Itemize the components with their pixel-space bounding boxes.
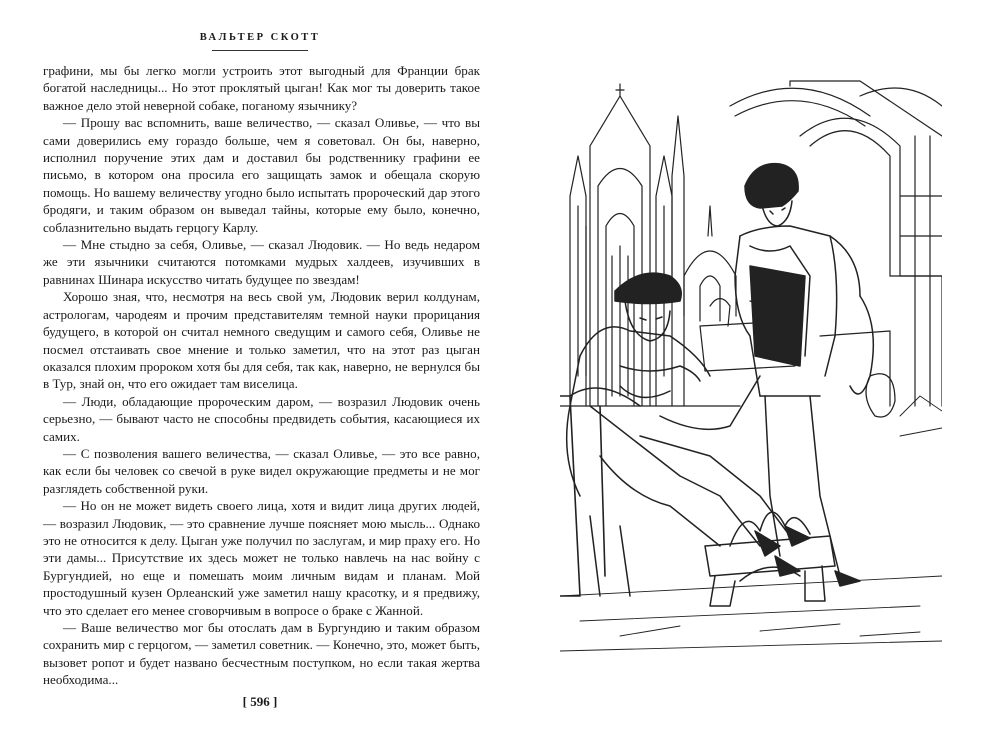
paragraph: Хорошо зная, что, несмотря на весь свой ум, Людовик верил колдунам, астрологам, чародеям и прочим представителям темной науки прорицания будущего, в которой он считал немного сведущим и самого себя, Оливье не посмел отстаивать свое мнение и только заметил, что на этот раз цыган оказался плохим пророком хотя бы для себя, так как, наверно, не вернулся бы в Тур, знай он, что его ожидает там виселица.: [43, 289, 480, 392]
right-page: [560, 76, 942, 662]
chair: [560, 388, 640, 596]
left-page: [40, 22, 480, 728]
brazier: [705, 512, 835, 606]
paragraph: — С позволения вашего величества, — сказал Оливье, — это все равно, как если бы человек со свечой в руке видел окружающие предметы и не мог разглядеть собственной руки.: [43, 445, 480, 496]
mountain-view: [900, 396, 942, 436]
body-text: [43, 62, 480, 689]
page-number: [ 596 ]: [242, 694, 278, 709]
running-head-rule: [212, 50, 308, 51]
gothic-architecture: [560, 84, 740, 406]
floor: [560, 576, 942, 651]
paragraph: — Ваше величество мог бы отослать дам в Бургундию и таким образом сохранить мир с герцогом, — заметил советник. — Конечно, это, может быть, вызовет ропот и будет названо бесчестным поступком, но если такая жертва необходима...: [43, 620, 480, 688]
paragraph: — Мне стыдно за себя, Оливье, — сказал Людовик. — Но ведь недаром же эти язычники считаются потомками мудрых халдеев, изучивших в равнинах Шинара искусство читать будущее по звездам!: [43, 237, 480, 287]
paragraph: — Прошу вас вспомнить, ваше величество, — сказал Оливье, — что вы сами доверились ему гораздо больше, чем я советовал. Он бы, наверно, исполнил поручение этих дам и доставил бы родственнику графини ее письмо, в котором она просила его защищать замок и обещала скорую помощь. Но вашему величеству угодно было испытать пророческий дар этого бродяги, и таким образом он выведал тайны, которые ему было, конечно, соблазнительно выдать герцогу Карлу.: [43, 115, 480, 235]
paragraph: — Люди, обладающие пророческим даром, — возразил Людовик очень серьезно, — бывают часто не способны предвидеть события, касающиеся их самих.: [43, 393, 480, 444]
hanging-shield: [866, 374, 895, 417]
running-head: ВАЛЬТЕР СКОТТ: [199, 32, 321, 43]
illustration: [560, 76, 942, 662]
standing-young-man: [735, 164, 873, 586]
paragraph: — Но он не может видеть своего лица, хотя и видит лица других людей, — возразил Людовик, — это сравнение лучше поясняет мою мысль... Однако это не относится к делу. Цыган уже получил по заслугам, и мир праху его. Но эти дамы... Присутствие их здесь может не только навлечь на нас войну с Бургундией, но еще и помешать моим личным видам и планам. Мой простодушный кузен Орлеанский уже заметил нашу красотку, и я предвижу, что это сделает его менее сговорчивым в вопросе о браке с Жанной.: [43, 498, 480, 618]
paragraph: графини, мы бы легко могли устроить этот выгодный для Франции брак богатой наследницы... Но этот проклятый цыган! Как мог ты доверить такое важное дело этой неверной собаке, поганому язычнику?: [43, 63, 480, 113]
